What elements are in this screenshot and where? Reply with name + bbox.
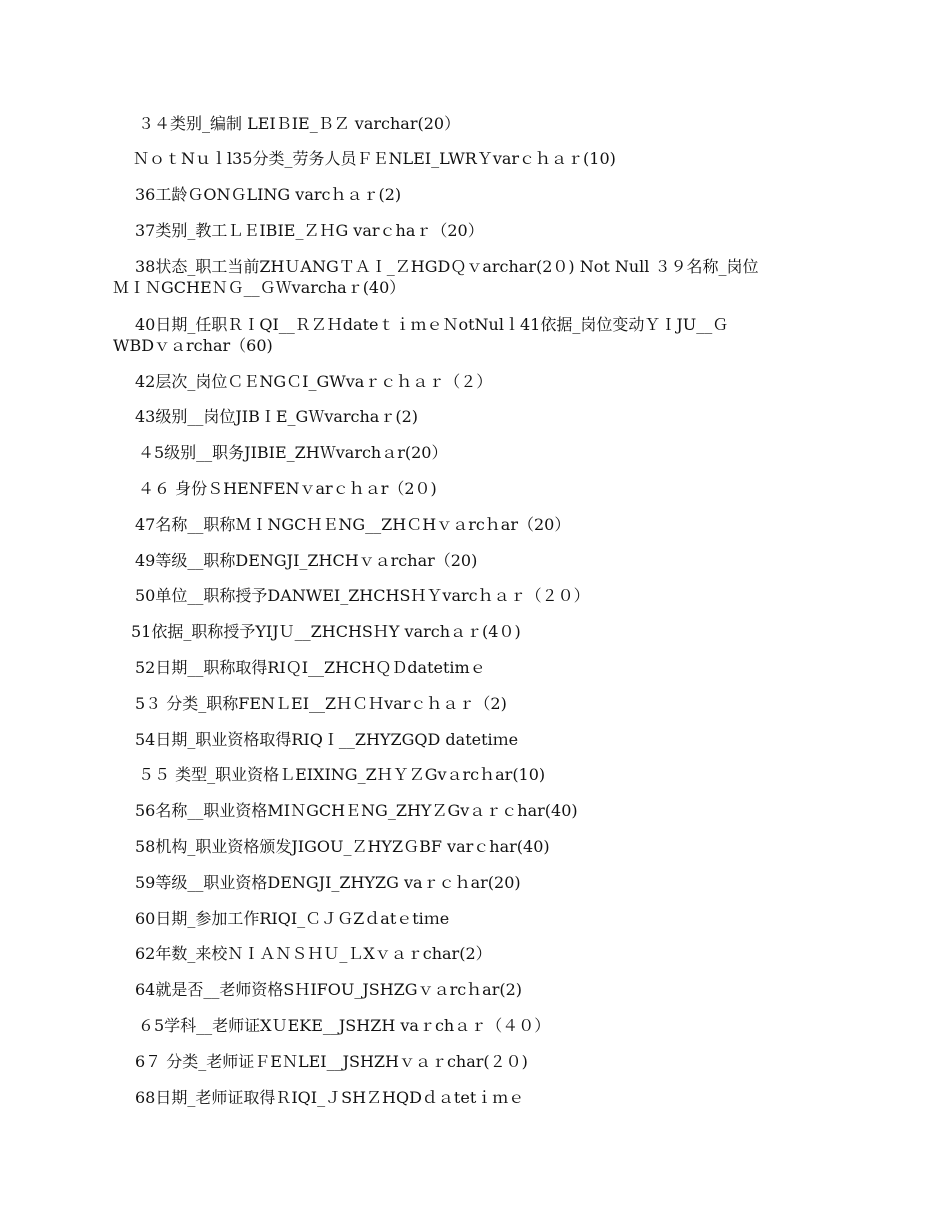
text-line: 68日期_老师证取得ＲIQI_ＪSHＺHQDｄａtetｉｍｅ — [135, 1088, 525, 1107]
text-line: 37类别_教工ＬＥIBIE_ＺＨG varｃhaｒ（20） — [135, 221, 484, 240]
text-line: 5３ 分类_职称FENＬEI__ZＨＣＨvarｃｈａｒ（2) — [135, 694, 507, 713]
text-line: 40日期_任职ＲＩQI__ＲＺＨdateｔｉｍｅＮotNulｌ41依据_岗位变动ＹＩJU__Ｇ — [135, 315, 729, 334]
text-line: ４5级别__职务JIBIE_ZHＷvarchａr(20） — [138, 443, 448, 462]
text-line: 38状态_职工当前ZHＵANGＴＡＩ_ＺHGDＱｖarchar(2０) Not Null ３９名称_岗位 — [135, 257, 759, 276]
text-line: WBDｖａrchar（60) — [113, 336, 273, 355]
text-line: 62年数_来校ＮＩＡＮＳＨＵ_ＬXｖａｒchar(2） — [135, 944, 492, 963]
text-line: 51依据_职称授予YIJＵ__ZHCHSＨY varchａｒ(4０) — [131, 622, 521, 641]
text-line: 50单位__职称授予DANWEI_ZHCHSＨＹvarcｈａｒ（２０） — [135, 586, 590, 605]
text-line: ６5学科__老师证XＵEKE__JSHZH vaｒchａｒ（４０） — [138, 1016, 551, 1035]
text-line: ＮｏｔNｕｌl35分类_劳务人员ＦＥNLEI_LWRＹvarｃｈａｒ(10) — [133, 149, 616, 168]
text-line: 60日期_参加工作RIQI_ＣＪＧZｄatｅtiｍe — [135, 909, 450, 928]
text-line: 6７ 分类_老师证ＦEＮLEI__JSHZHｖａｒchar(２０) — [135, 1052, 528, 1071]
text-line: 64就是否__老师资格SＨIFOU_JSHZGｖａrcｈar(2) — [135, 980, 523, 999]
text-line: 36工龄ＧONＧLING varcｈａｒ(2) — [135, 185, 402, 204]
text-line: ５５ 类型_职业资格ＬEIXING_ZＨＹＺGvａrcｈar(10) — [138, 765, 546, 784]
text-line: 56名称__职业资格MIＮGCHＥNG_ZHYＺGvａｒｃhar(40) — [135, 801, 578, 820]
text-line: 47名称__职称ＭＩNGCＨＥNG__ZHＣHｖａrcｈar（20） — [135, 515, 571, 534]
text-line: 42层次_岗位ＣＥNGＣI_GWvaｒｃｈａｒ（２） — [135, 372, 493, 391]
text-line: ＭＩＮGCHEＮＧ__ＧＷvarchaｒ(40） — [113, 278, 406, 297]
text-line: 43级别__岗位JIBＩE_GＷvarchaｒ(2) — [135, 407, 419, 426]
text-line: 58机构_职业资格颁发JIGOU_ＺHYZＧBF varｃhar(40) — [135, 837, 550, 856]
text-line: 52日期__职称取得RIＱI__ZHCHＱＤdatetimｅ — [135, 658, 486, 677]
text-line: ３４类别_编制 LEIＢIE_ＢＺ varchar(20） — [138, 114, 461, 133]
text-line: 54日期_职业资格取得RIQＩ__ZHYZGQD datetiｍe — [135, 730, 519, 749]
text-line: 49等级__职称DENGJI_ZHCHｖａrchar（20) — [135, 551, 478, 570]
text-line: ４６ 身份ＳHENFENｖarｃｈａr（2０) — [138, 479, 437, 498]
text-line: 59等级__职业资格DENGJI_ZHYZG vaｒｃｈar(20) — [135, 873, 521, 892]
